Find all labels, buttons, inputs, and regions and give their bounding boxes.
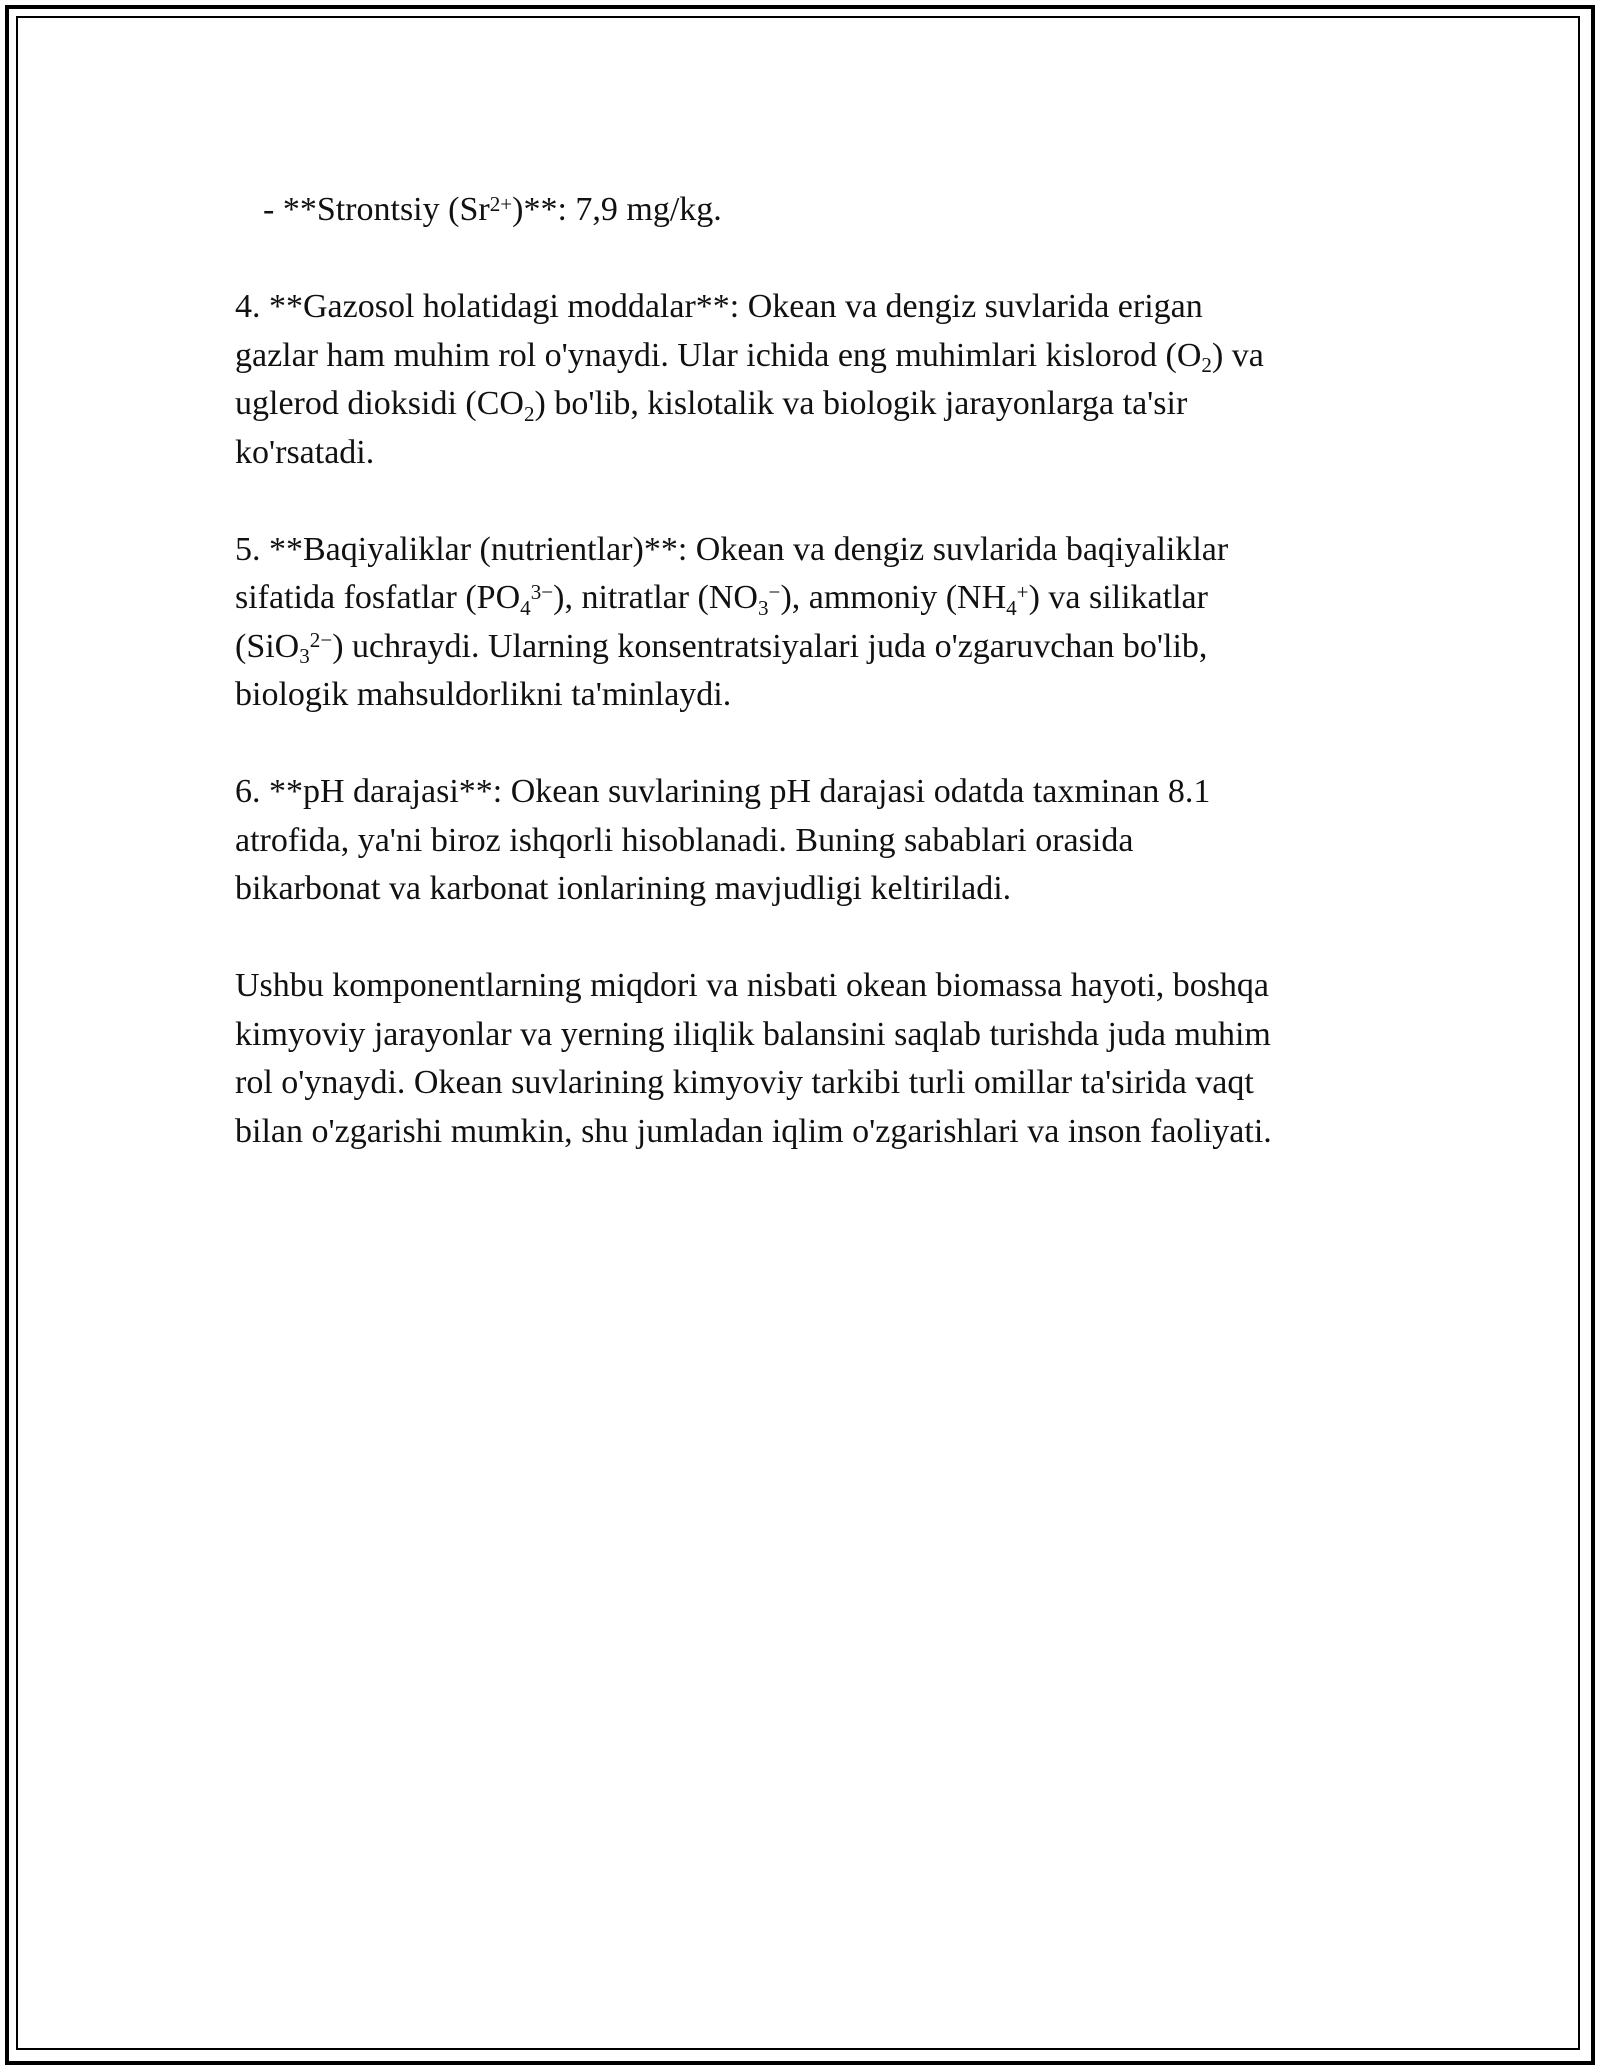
strontsiy-item: - **Strontsiy $(Sr^{2+})**$: 7,9 mg/kg. — [263, 191, 722, 228]
paragraph-conclusion: Ushbu komponentlarning miqdori va nisbati okean biomassa hayoti, boshqa kimyoviy jarayonlar va yerning iliqlik balansini saqlab turishda juda muhim rol o'ynaydi. Okean suvlarining kimyoviy tarkibi turli omillar ta'sirida vaqt bilan o'zgarishi mumkin, shu jumladan iqlim o'zgarishlari va inson faoliyati. — [235, 967, 1272, 1150]
paragraph-baqiyaliklar: 5. **Baqiyaliklar (nutrientlar)**: Okean va dengiz suvlarida baqiyaliklar sifatida fosfatlar $(PO_4^{3-})$, nitratlar $(NO_3^-)$, ammoniy $(NH_4^+)$ va silikatlar (SiO$_3^{2-}$) uchraydi. Ularning konsentratsiyalari juda o'zgaruvchan bo'lib, biologik mahsuldorlikni ta'minlaydi. — [235, 530, 1229, 713]
paragraph-ph: 6. **pH darajasi**: Okean suvlarining pH darajasi odatda taxminan 8.1 atrofida, ya'ni biroz ishqorli hisoblanadi. Buning sabablari orasida bikarbonat va karbonat ionlarining mavjudligi keltiriladi. — [235, 773, 1211, 907]
document-body — [235, 186, 1365, 1156]
paragraph-gazosol: 4. **Gazosol holatidagi moddalar**: Okean va dengiz suvlarida erigan gazlar ham muhim rol o'ynaydi. Ular ichida eng muhimlari kislorod $(O_2)$ va uglerod dioksidi $(CO_2)$ bo'lib, kislotalik va biologik jarayonlarga ta'sir ko'rsatadi. — [235, 288, 1264, 471]
